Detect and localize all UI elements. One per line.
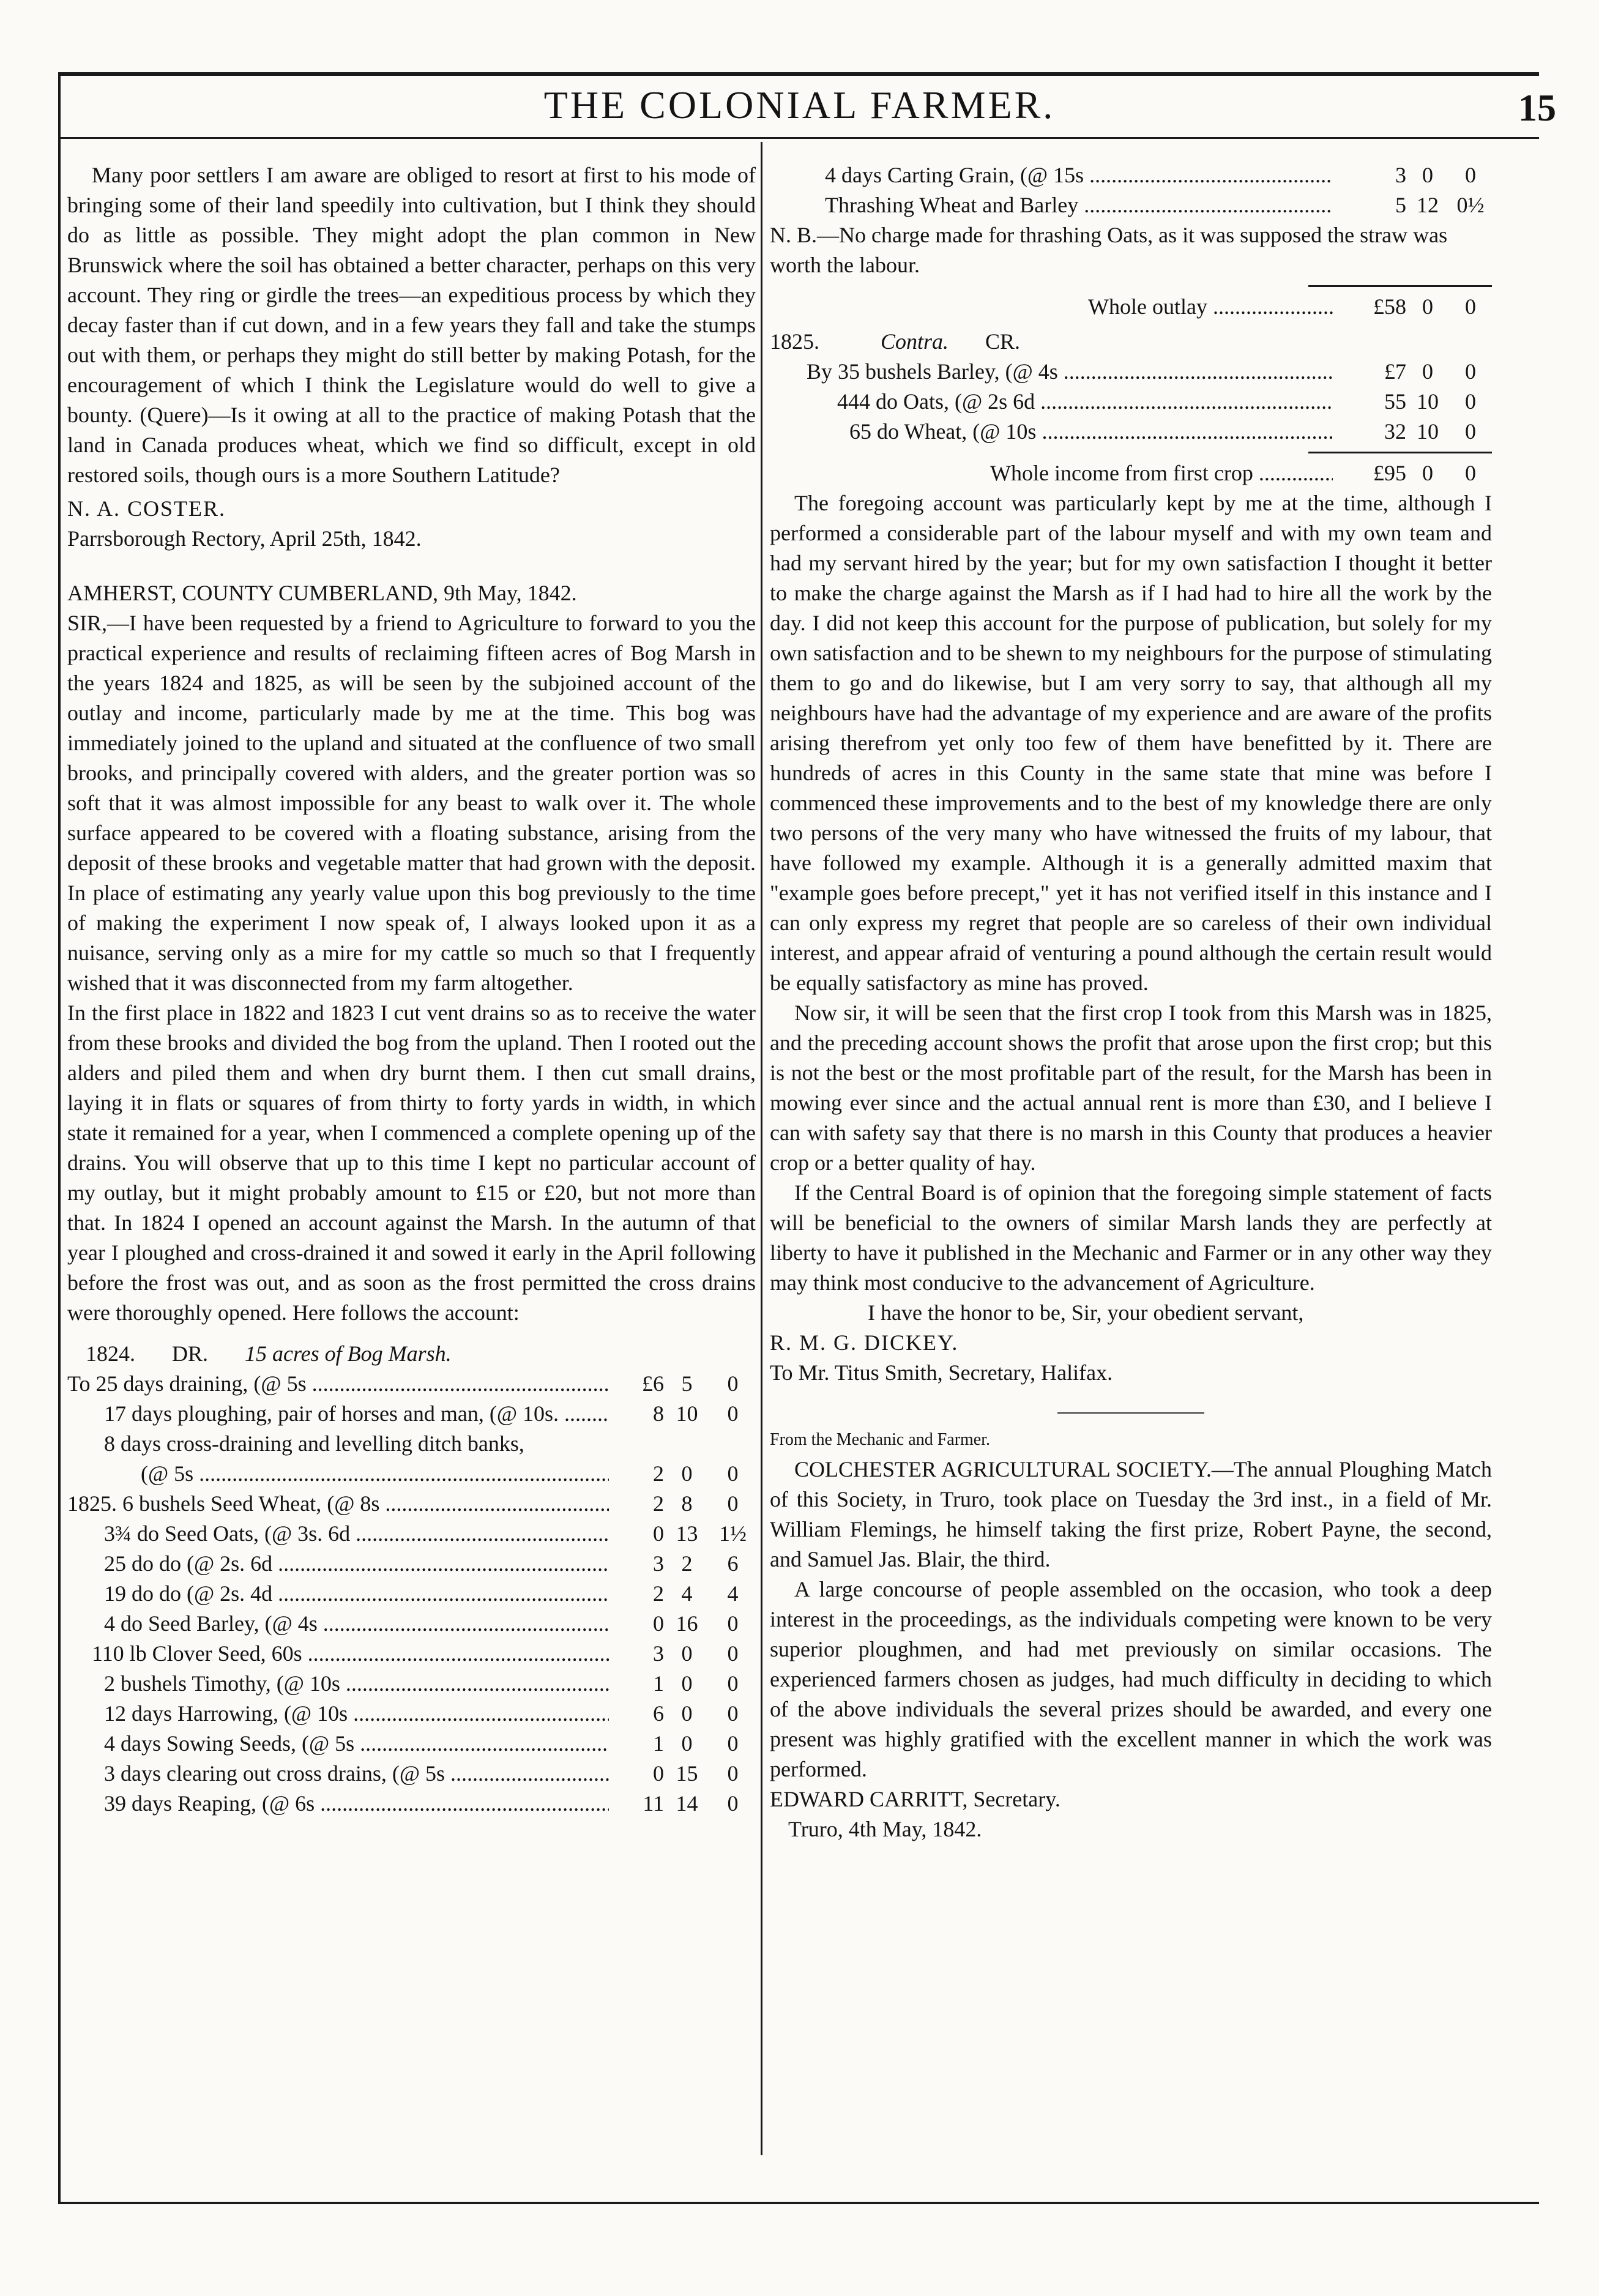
coster-place-date: Parrsborough Rectory, April 25th, 1842. — [67, 526, 422, 551]
right-column — [770, 160, 1492, 1844]
total-rule — [1308, 285, 1492, 287]
account-row: 1825. 6 bushels Seed Wheat, (@ 8s ..... 2 8 0 — [67, 1489, 756, 1519]
account-row: 65 do Wheat, (@ 10s ..... 32 10 0 — [770, 417, 1492, 447]
account-row: 4 days Sowing Seeds, (@ 5s ..... 1 0 0 — [67, 1729, 756, 1759]
dickey-dateline: AMHERST, COUNTY CUMBERLAND, 9th May, 1842. — [67, 581, 577, 605]
contra-heading — [770, 327, 1492, 357]
contra-year: 1825. — [770, 329, 819, 354]
dickey-paragraph-4: Now sir, it will be seen that the first crop I took from this Marsh was in 1825, and the preceding account shows the profit that arose upon the first crop; but this is not the best or the most profitable part of the result, for the Marsh has been in mowing ever since and the actual annual rent is more than £30, and I believe I can with safety say that there is no marsh in this County that produces a heavier crop or a better quality of hay. — [770, 1001, 1492, 1175]
left-margin-rule — [58, 72, 61, 2202]
nb-note: N. B.—No charge made for thrashing Oats, as it was supposed the straw was worth the labour. — [770, 223, 1448, 277]
account-row: 19 do do (@ 2s. 4d ..... 2 4 4 — [67, 1579, 756, 1609]
coster-letter-text: Many poor settlers I am aware are obliged to resort at first to his mode of bringing some of their land speedily into cultivation, but I think they should do as little as possible. They might adopt the plan common in New Brunswick where the soil has obtained a better character, perhaps on this very account. They ring or girdle the trees—an expeditious process by which they decay faster than if cut down, and in a few years they fall and take the stumps out with them, or perhaps they might do still better by making Potash, for the encouragement of which I think the Legislature would do well to give a bounty. (Quere)—Is it owing at all to the practice of making Potash that the land in Canada produces wheat, which we find so difficult, except in old restored soils, though ours is a more Southern Latitude? — [67, 163, 756, 487]
colchester-society-text-2: A large concourse of people assembled on the occasion, who took a deep interest in the proceedings, as the individuals competing were known to be very superior ploughmen, and had met previously on similar occasions. The experienced farmers chosen as judges, had much difficulty in deciding to which of the above individuals the several prizes should be awarded, and every one present was highly gratified with the excellent manner in which the work was performed. — [770, 1577, 1492, 1781]
dickey-paragraph-2: In the first place in 1822 and 1823 I cut vent drains so as to receive the water from these brooks and divided the bog from the upland. Then I rooted out the alders and piled them and when dry burnt them. I then cut small drains, laying it in flats or squares of from thirty to forty yards in width, in which state it remained for a year, when I commenced a complete opening up of the drains. You will observe that up to this time I kept no particular account of my outlay, but it might probably amount to £15 or £20, but not more than that. In 1824 I opened an account against the Marsh. In the autumn of that year I ploughed and cross-drained it and sowed it early in the April following before the frost was out, and as soon as the frost permitted the cross drains were thoroughly opened. Here follows the account: — [67, 1001, 756, 1325]
account-row: To 25 days draining, (@ 5s ..... £6 5 0 — [67, 1369, 756, 1399]
account-row: 444 do Oats, (@ 2s 6d ..... 55 10 0 — [770, 387, 1492, 417]
account-heading — [67, 1339, 756, 1369]
account-row: Thrashing Wheat and Barley ..... 5 12 0½ — [770, 190, 1492, 220]
account-row: 110 lb Clover Seed, 60s ..... 3 0 0 — [67, 1639, 756, 1669]
account-row: 2 bushels Timothy, (@ 10s ..... 1 0 0 — [67, 1669, 756, 1699]
bottom-rule — [58, 2202, 1539, 2204]
account-row: 12 days Harrowing, (@ 10s ..... 6 0 0 — [67, 1699, 756, 1729]
account-row: 39 days Reaping, (@ 6s ..... 11 14 0 — [67, 1789, 756, 1819]
society-signature: EDWARD CARRITT, Secretary. — [770, 1787, 1060, 1811]
dickey-paragraph-3: The foregoing account was particularly kept by me at the time, although I performed a considerable part of the labour myself and with my own team and had my servant hired by the year; but for my own satisfaction I thought it better to make the charge against the Marsh as if I had had to hire all the work by the day. I did not keep this account for the purpose of publication, but solely for my own satisfaction and to be shewn to my neighbours for the purpose of stimulating them to go and do likewise, but I am very sorry to say, that although all my neighbours have had the advantage of my experience and are aware of the profits arising therefrom yet only too few of them have benefitted by it. There are hundreds of acres in this County in the same state that mine was before I commenced these improvements and to the best of my knowledge there are only two persons of the very many who have witnessed the fruits of my labour, that have followed my example. Although it is a generally admitted maxim that "example goes before precept," yet it has not verified itself in this instance and I can only express my regret that people are so careless of their own individual interest, and appear afraid of venturing a pound although the certain result would be equally satisfactory as mine has proved. — [770, 491, 1492, 995]
account-row: 17 days ploughing, pair of horses and man, (@ 10s. ..... 8 10 0 — [67, 1399, 756, 1429]
dickey-paragraph-5: If the Central Board is of opinion that the foregoing simple statement of facts will be beneficial to the owners of similar Marsh lands they are perfectly at liberty to have it published in the Mechanic and Farmer or in any other way they may think most conducive to the advancement of Agriculture. — [770, 1180, 1492, 1295]
contra-credit-label: CR. — [985, 329, 1021, 354]
page-title: THE COLONIAL FARMER. — [543, 83, 1056, 127]
debit-entries — [67, 1369, 756, 1819]
account-row: By 35 bushels Barley, (@ 4s ..... £7 0 0 — [770, 357, 1492, 387]
dickey-closing: I have the honor to be, Sir, your obedient servant, — [868, 1300, 1304, 1325]
dickey-addressee: To Mr. Titus Smith, Secretary, Halifax. — [770, 1360, 1113, 1385]
header-rule — [58, 137, 1539, 139]
page-number: 15 — [1518, 88, 1556, 129]
coster-signature: N. A. COSTER. — [67, 496, 226, 521]
contra-label: Contra. — [881, 329, 949, 354]
account-row: 4 days Carting Grain, (@ 15s ..... 3 0 0 — [770, 160, 1492, 190]
account-row: 3¾ do Seed Oats, (@ 3s. 6d ..... 0 13 1½ — [67, 1519, 756, 1549]
account-year: 1824. — [86, 1341, 135, 1366]
column-divider — [761, 142, 762, 2155]
account-title: 15 acres of Bog Marsh. — [245, 1341, 452, 1366]
left-column — [67, 160, 756, 1819]
account-row: 3 days clearing out cross drains, (@ 5s ..... 0 15 0 — [67, 1759, 756, 1789]
colchester-society-text: COLCHESTER AGRICULTURAL SOCIETY.—The annual Ploughing Match of this Society, in Truro, took place on Tuesday the 3rd inst., in a field of Mr. William Flemings, he himself taking the first prize, Robert Payne, the second, and Samuel Jas. Blair, the third. — [770, 1457, 1492, 1571]
account-row: 4 do Seed Barley, (@ 4s ..... 0 16 0 — [67, 1609, 756, 1639]
account-row-continued: 8 days cross-draining and levelling ditch banks, — [104, 1431, 524, 1456]
total-rule — [1308, 452, 1492, 453]
whole-income-row: Whole income from first crop ..... £95 0 0 — [770, 458, 1492, 488]
account-row: (@ 5s ..... 2 0 0 — [67, 1459, 756, 1489]
dickey-signature: R. M. G. DICKEY. — [770, 1330, 959, 1355]
society-place-date: Truro, 4th May, 1842. — [788, 1817, 982, 1841]
account-row: 25 do do (@ 2s. 6d ..... 3 2 6 — [67, 1549, 756, 1579]
whole-outlay-row: Whole outlay ..... £58 0 0 — [770, 292, 1492, 322]
section-divider — [1057, 1412, 1204, 1414]
top-rule — [58, 72, 1539, 76]
account-debit-label: DR. — [172, 1341, 209, 1366]
source-note: From the Mechanic and Farmer. — [770, 1430, 991, 1449]
dickey-paragraph-1: SIR,—I have been requested by a friend to Agriculture to forward to you the practical experience and results of reclaiming fifteen acres of Bog Marsh in the years 1824 and 1825, as will be seen by the subjoined account of the outlay and income, particularly made by me at the time. This bog was immediately joined to the upland and situated at the confluence of two small brooks, and principally covered with alders, and the greater portion was so soft that it was almost impossible for any beast to walk over it. The whole surface appeared to be covered with a floating substance, arising from the deposit of these brooks and vegetable matter that had grown with the deposit. In place of estimating any yearly value upon this bog previously to the time of making the experiment I now speak of, I always looked upon it as a nuisance, serving only as a mire for my cattle so much so that I frequently wished that it was disconnected from my farm altogether. — [67, 611, 756, 995]
